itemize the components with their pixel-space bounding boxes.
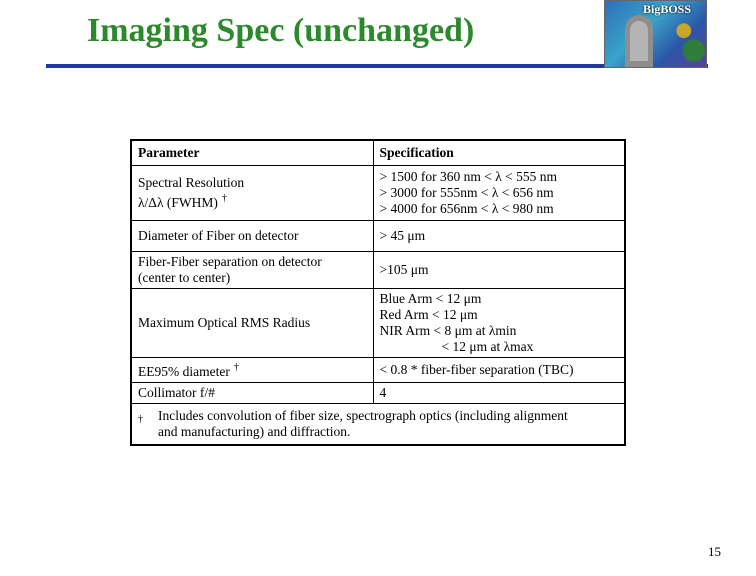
param-cell: [131, 252, 373, 289]
header-specification: Specification: [373, 140, 625, 166]
param-cell: Collimator f/#: [131, 383, 373, 404]
param-line: λ/Δλ (FWHM): [138, 195, 218, 210]
param-cell: [131, 166, 373, 221]
page-number: 15: [708, 544, 721, 559]
logo-text: BigBOSS: [643, 2, 692, 16]
dagger-mark: †: [233, 362, 239, 373]
slide-title: Imaging Spec (unchanged): [87, 12, 475, 49]
param-line: (center to center): [138, 270, 231, 285]
spec-line: Blue Arm < 12 μm: [379, 291, 482, 306]
spec-line: > 4000 for 656nm < λ < 980 nm: [379, 201, 554, 216]
param-line-with-dagger: [138, 191, 367, 211]
spec-cell: > 45 μm: [373, 221, 625, 252]
spec-line: < 12 μm at λmax: [441, 339, 534, 354]
param-line: EE95% diameter: [138, 364, 230, 379]
spec-cell: 4: [373, 383, 625, 404]
footnote-row: [131, 404, 625, 446]
spec-line: > 1500 for 360 nm < λ < 555 nm: [379, 169, 558, 184]
footnote-text: [158, 408, 568, 440]
spec-line: > 3000 for 555nm < λ < 656 nm: [379, 185, 554, 200]
table-row: [131, 221, 625, 252]
param-line: Fiber-Fiber separation on detector: [138, 254, 322, 269]
footnote-line: and manufacturing) and diffraction.: [158, 424, 351, 439]
dagger-mark: †: [138, 414, 143, 425]
param-cell: [131, 358, 373, 383]
spec-cell: [373, 289, 625, 358]
table-row: [131, 383, 625, 404]
footnote-cell: [131, 404, 625, 446]
imaging-spec-table: [130, 139, 626, 446]
dagger-mark: †: [221, 193, 227, 204]
bigboss-logo: [604, 0, 707, 68]
table-header-row: [131, 140, 625, 166]
footnote-line: Includes convolution of fiber size, spectrograph optics (including alignment: [158, 408, 568, 423]
param-cell: Diameter of Fiber on detector: [131, 221, 373, 252]
table-row: [131, 166, 625, 221]
param-line: Spectral Resolution: [138, 175, 245, 190]
param-cell: Maximum Optical RMS Radius: [131, 289, 373, 358]
header-parameter: Parameter: [131, 140, 373, 166]
spec-line: Red Arm < 12 μm: [379, 307, 478, 322]
spec-line: NIR Arm < 8 μm at λmin: [379, 323, 517, 338]
table-row: [131, 289, 625, 358]
spec-cell: < 0.8 * fiber-fiber separation (TBC): [373, 358, 625, 383]
spec-cell: [373, 166, 625, 221]
table-row: [131, 358, 625, 383]
spec-cell: >105 μm: [373, 252, 625, 289]
table-row: [131, 252, 625, 289]
telescope-dome-image: [625, 15, 653, 67]
